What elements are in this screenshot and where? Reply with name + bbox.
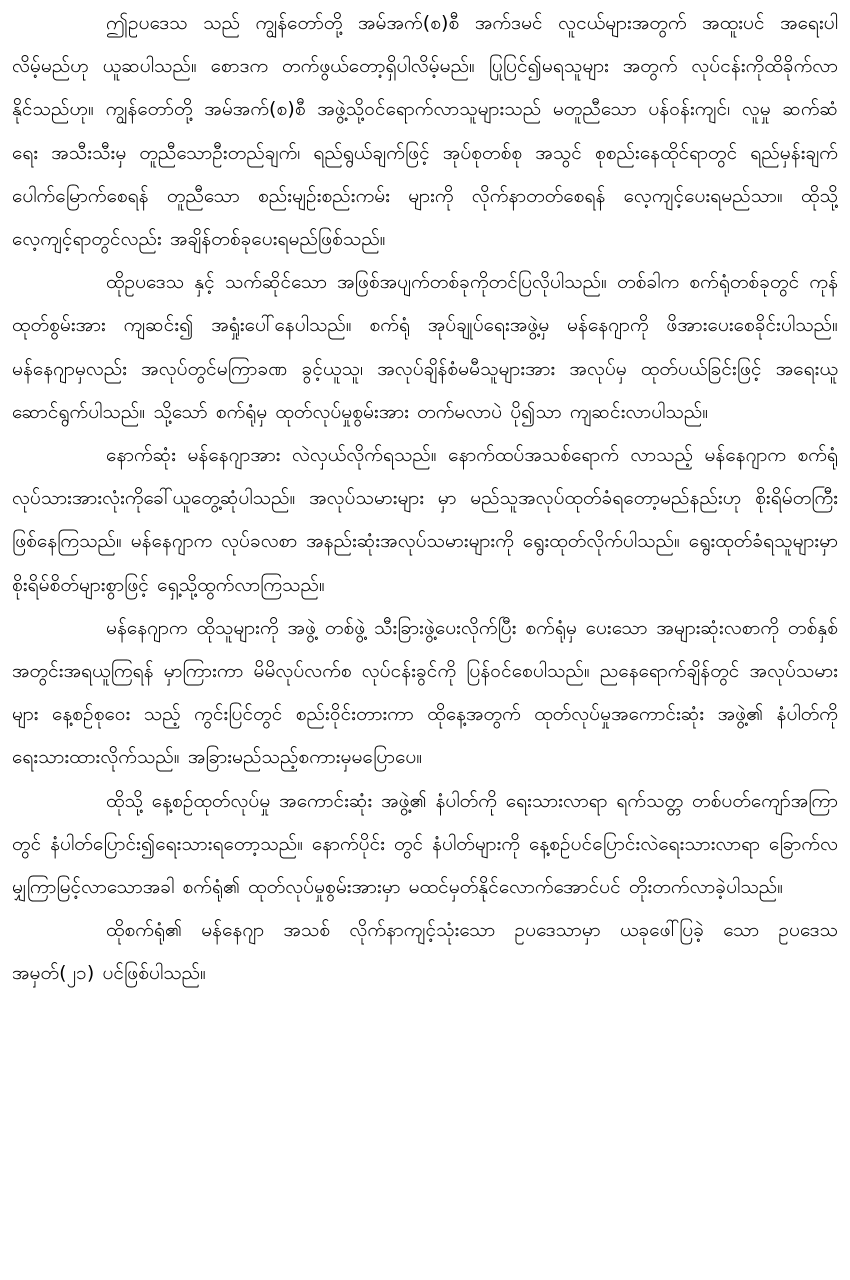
paragraph-2: ထိုဥပဒေသ နှင့် သက်ဆိုင်သော အဖြစ်အပျက်တစ်ခုကိုတင်ပြလိုပါသည်။ တစ်ခါက စက်ရုံတစ်ခုတွင် ကုန်ထုတ်စွမ်းအား ကျဆင်း၍ အရှုံးပေါ်နေပါသည်။ စက်ရုံ အုပ်ချုပ်ရေးအဖွဲ့မှ မန်နေဂျာကို ဖိအားပေးစေခိုင်းပါသည်။ မန်နေဂျာမှလည်း အလုပ်တွင်မကြာခဏ ခွင့်ယူသူ၊ အလုပ်ချိန်စံမမီသူများအား အလုပ်မှ ထုတ်ပယ်ခြင်းဖြင့် အရေးယူဆောင်ရွက်ပါသည်။ သို့သော် စက်ရုံမှ ထုတ်လုပ်မှုစွမ်းအား တက်မလာပဲ ပို၍သာ ကျဆင်းလာပါသည်။: [12, 271, 838, 423]
document-page: [12, 0, 838, 996]
paragraph-5: ထိုသို့ နေ့စဉ်ထုတ်လုပ်မှု အကောင်းဆုံး အဖွဲ့၏ နံပါတ်ကို ရေးသားလာရာ ရက်သတ္တ တစ်ပတ်ကျော်အကြာတွင် နံပါတ်ပြောင်း၍ရေးသားရတော့သည်။ နောက်ပိုင်း တွင် နံပါတ်များကို နေ့စဉ်ပင်ပြောင်းလဲရေးသားလာရာ ခြောက်လမျှကြာမြင့်လာသောအခါ စက်ရုံ၏ ထုတ်လုပ်မှုစွမ်းအားမှာ မထင်မှတ်နိုင်လောက်အောင်ပင် တိုးတက်လာခဲ့ပါသည်။: [12, 789, 838, 899]
paragraph-6: ထိုစက်ရုံ၏ မန်နေဂျာ အသစ် လိုက်နာကျင့်သုံးသော ဥပဒေသာမှာ ယခုဖေါ်ပြခဲ့ သော ဥပဒေသ အမှတ်(၂၁) ပင်ဖြစ်ပါသည်။: [12, 919, 838, 985]
paragraph-1: ဤဥပဒေသ သည် ကျွန်တော်တို့ အမ်အက်(စ)စီ အက်ဒမင် လူငယ်များအတွက် အထူးပင် အရေးပါလိမ့်မည်ဟု ယူဆပါသည်။ စောဒက တက်ဖွယ်တော့ရှိပါလိမ့်မည်။ ပြုပြင်၍မရသူများ အတွက် လုပ်ငန်းကိုထိခိုက်လာနိုင်သည်ဟု။ ကျွန်တော်တို့ အမ်အက်(စ)စီ အဖွဲ့သို့ဝင်ရောက်လာသူများသည် မတူညီသော ပန်ဝန်းကျင်၊ လူမှု ဆက်ဆံရေး အသီးသီးမှ တူညီသောဦးတည်ချက်၊ ရည်ရွယ်ချက်ဖြင့် အုပ်စုတစ်စု အသွင် စုစည်းနေထိုင်ရာတွင် ရည်မှန်းချက်ပေါက်မြောက်စေရန် တူညီသော စည်းမျဉ်းစည်းကမ်း များကို လိုက်နာတတ်စေရန် လေ့ကျင့်ပေးရမည်သာ။ ထိုသို့လေ့ကျင့်ရာတွင်လည်း အချိန်တစ်ခုပေးရမည်ဖြစ်သည်။: [12, 12, 838, 251]
paragraph-4: မန်နေဂျာက ထိုသူများကို အဖွဲ့ တစ်ဖွဲ့ သီးခြားဖွဲ့ပေးလိုက်ပြီး စက်ရုံမှ ပေးသော အများဆုံးလစာကို တစ်နှစ်အတွင်းအရယူကြရန် မှာကြားကာ မိမိလုပ်လက်စ လုပ်ငန်းခွင်ကို ပြန်ဝင်စေပါသည်။ ညနေရောက်ချိန်တွင် အလုပ်သမားများ နေ့စဉ်စုဝေး သည့် ကွင်းပြင်တွင် စည်းဝိုင်းတားကာ ထိုနေ့အတွက် ထုတ်လုပ်မှုအကောင်းဆုံး အဖွဲ့၏ နံပါတ်ကိုရေးသားထားလိုက်သည်။ အခြားမည်သည့်စကားမှမပြောပေ။: [12, 616, 838, 769]
paragraph-3: နောက်ဆုံး မန်နေဂျာအား လဲလှယ်လိုက်ရသည်။ နောက်ထပ်အသစ်ရောက် လာသည့် မန်နေဂျာက စက်ရုံလုပ်သားအားလုံးကိုခေါ်ယူတွေ့ဆုံပါသည်။ အလုပ်သမားများ မှာ မည်သူအလုပ်ထုတ်ခံရတော့မည်နည်းဟု စိုးရိမ်တကြီးဖြစ်နေကြသည်။ မန်နေဂျာက လုပ်ခလစာ အနည်းဆုံးအလုပ်သမားများကို ရွေးထုတ်လိုက်ပါသည်။ ရွေးထုတ်ခံရသူများမှာ စိုးရိမ်စိတ်များစွာဖြင့် ရှေ့သို့ထွက်လာကြသည်။: [12, 444, 838, 596]
